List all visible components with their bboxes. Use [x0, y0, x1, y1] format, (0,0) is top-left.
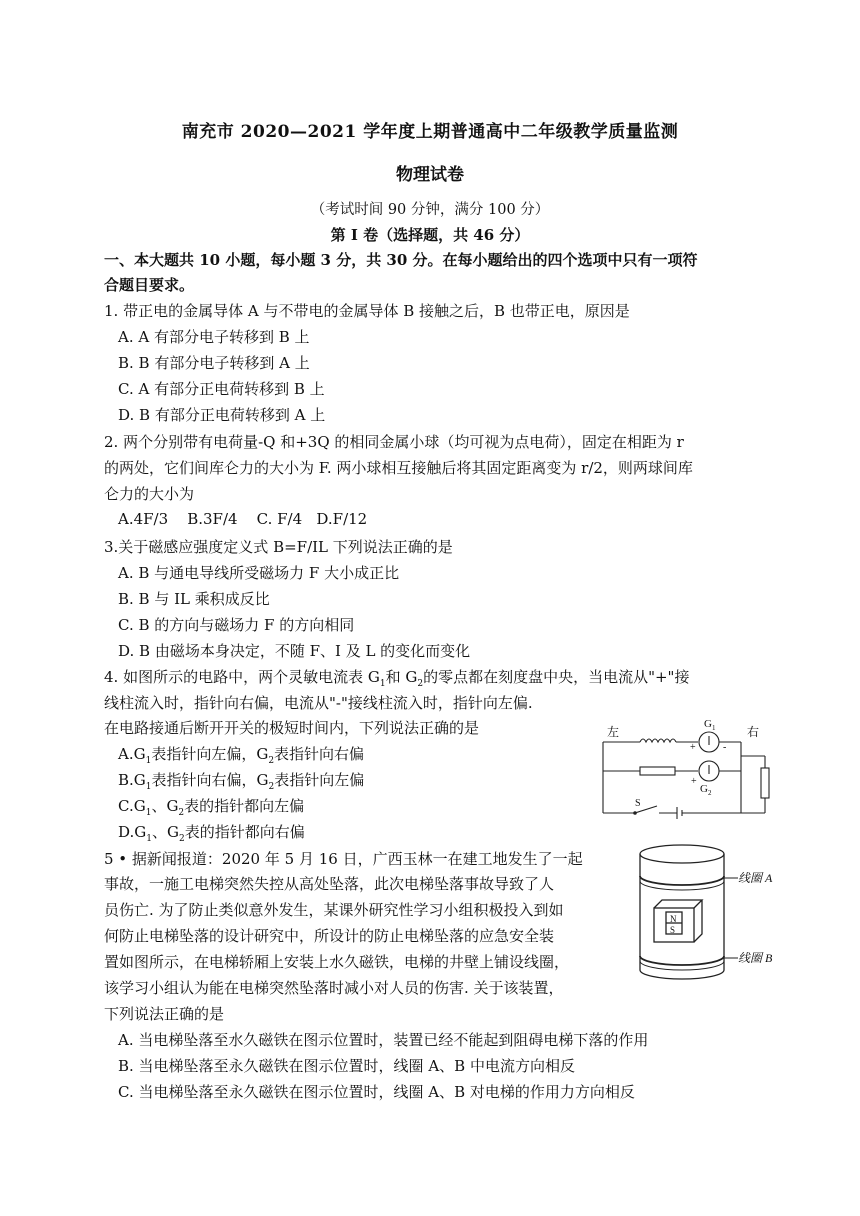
q5-stem-2: 事故，一施工电梯突然失控从高处坠落，此次电梯坠落事故导致了人 [104, 875, 555, 893]
q5-stem-7: 下列说法正确的是 [104, 1005, 225, 1023]
q4-option-b [118, 769, 364, 792]
coil-a [640, 876, 724, 885]
q1-option-a: A. A 有部分电子转移到 B 上 [118, 328, 310, 346]
q2-options: A.4F/3 B.3F/4 C. F/4 D.F/12 [118, 510, 368, 528]
text: 表指针向左偏 [274, 771, 365, 789]
g2-plus: + [691, 776, 697, 787]
circuit-diagram [595, 712, 785, 822]
text: A.G [118, 745, 146, 763]
text: 、G [151, 797, 179, 815]
q4-stem-1c: 的零点都在刻度盘中央，当电流从"+"接 [423, 668, 690, 686]
section-instruction-2: 合题目要求。 [104, 276, 195, 294]
volume-title: 第 I 卷（选择题，共 46 分） [330, 226, 530, 244]
text: 、G [151, 823, 179, 841]
q2-stem-1: 2. 两个分别带有电荷量-Q 和+3Q 的相同金属小球（均可视为点电荷），固定在相距为 r [104, 433, 684, 451]
q4-stem-3: 在电路接通后断开开关的极短时间内，下列说法正确的是 [104, 719, 480, 737]
subscript: 1 [145, 756, 152, 766]
q3-option-c: C. B 的方向与磁场力 F 的方向相同 [118, 616, 355, 634]
q5-stem-4: 何防止电梯坠落的设计研究中，所设计的防止电梯坠落的应急安全装 [104, 927, 555, 945]
text: 表指针向右偏，G [151, 771, 269, 789]
g1-plus: + [690, 742, 696, 753]
q5-option-b: B. 当电梯坠落至永久磁铁在图示位置时，线圈 A、B 中电流方向相反 [118, 1057, 575, 1075]
subscript: 2 [268, 756, 275, 766]
text: B.G [118, 771, 146, 789]
text: 表的指针都向右偏 [184, 823, 305, 841]
g1-minus: - [723, 742, 727, 753]
subscript: 1 [146, 834, 152, 844]
subscript: 2 [178, 834, 185, 844]
elevator-figure [632, 838, 782, 986]
q5-stem-3: 员伤亡. 为了防止类似意外发生，某课外研究性学习小组积极投入到如 [104, 901, 564, 919]
q5-option-c: C. 当电梯坠落至永久磁铁在图示位置时，线圈 A、B 对电梯的作用力方向相反 [118, 1083, 635, 1101]
shaft-bottom [640, 970, 724, 979]
inductor-coil [640, 739, 676, 742]
subscript: 1 [145, 808, 152, 818]
text: C.G [118, 797, 146, 815]
q1-option-d: D. B 有部分正电荷转移到 A 上 [118, 406, 326, 424]
switch-contact [633, 811, 637, 815]
q2-stem-2: 的两处，它们间库仑力的大小为 F. 两小球相互接触后将其固定距离变为 r/2，则两球间库 [104, 459, 693, 477]
label-g1: G [704, 718, 712, 730]
resistor-right [761, 768, 769, 798]
text: 表的指针都向左偏 [184, 797, 305, 815]
label-switch: S [635, 798, 641, 809]
q5-option-a: A. 当电梯坠落至水久磁铁在图示位置时，装置已经不能起到阻碍电梯下落的作用 [118, 1031, 649, 1049]
q4-stem-1b: 和 G [385, 668, 418, 686]
q2-stem-3: 仑力的大小为 [104, 485, 195, 503]
q3-option-b: B. B 与 IL 乘积成反比 [118, 590, 270, 608]
label-coil-a: 线圈 A [738, 871, 773, 885]
subject-title: 物理试卷 [396, 165, 464, 185]
text: D.G [118, 823, 147, 841]
text: 表指针向左偏，G [151, 745, 269, 763]
exam-title: 南充市 2020—2021 学年度上期普通高中二年级教学质量监测 [181, 122, 679, 142]
q4-option-a [118, 743, 364, 766]
label-g2-sub: 2 [708, 789, 712, 797]
q5-stem-5: 置如图所示，在电梯轿厢上安装上水久磁铁，电梯的井壁上铺设线圈， [104, 953, 570, 971]
q5-stem-1: 5 • 据新闻报道：2020 年 5 月 16 日，广西玉林一在建工地发生了一起 [104, 850, 583, 868]
q1-option-b: B. B 有部分电子转移到 A 上 [118, 354, 310, 372]
q1-option-c: C. A 有部分正电荷转移到 B 上 [118, 380, 325, 398]
label-s: S [670, 925, 676, 935]
subscript: 1 [145, 782, 152, 792]
subscript: 1 [379, 679, 386, 689]
q3-option-d: D. B 由磁场本身决定，不随 F、I 及 L 的变化而变化 [118, 642, 471, 660]
text: 表指针向右偏 [274, 745, 365, 763]
q4-option-d [118, 821, 305, 844]
subscript: 2 [417, 679, 424, 689]
label-right: 右 [747, 725, 760, 739]
exam-info: （考试时间 90 分钟，满分 100 分） [310, 202, 550, 218]
label-left: 左 [607, 725, 620, 739]
section-instruction-1: 一、本大题共 10 小题，每小题 3 分，共 30 分。在每小题给出的四个选项中只有一项符 [104, 251, 698, 269]
q3-stem: 3.关于磁感应强度定义式 B=F/IL 下列说法正确的是 [104, 538, 453, 556]
label-n: N [670, 914, 677, 924]
label-g1-sub: 1 [712, 724, 716, 732]
subscript: 2 [178, 808, 185, 818]
subscript: 2 [268, 782, 275, 792]
q4-stem-2: 线柱流入时，指针向右偏，电流从"-"接线柱流入时，指针向左偏. [104, 694, 533, 712]
q4-stem-1 [104, 666, 689, 689]
label-g2: G [700, 783, 708, 795]
q1-stem: 1. 带正电的金属导体 A 与不带电的金属导体 B 接触之后，B 也带正电，原因是 [104, 302, 630, 320]
shaft-top [640, 845, 724, 863]
coil-b [640, 956, 724, 965]
q4-stem-1a: 4. 如图所示的电路中，两个灵敏电流表 G [104, 668, 380, 686]
q5-stem-6: 该学习小组认为能在电梯突然坠落时减小对人员的伤害. 关于该装置， [104, 979, 564, 997]
resistor-middle [640, 767, 675, 775]
label-coil-b: 线圈 B [738, 951, 773, 965]
q4-option-c [118, 795, 304, 818]
q3-option-a: A. B 与通电导线所受磁场力 F 大小成正比 [118, 564, 400, 582]
